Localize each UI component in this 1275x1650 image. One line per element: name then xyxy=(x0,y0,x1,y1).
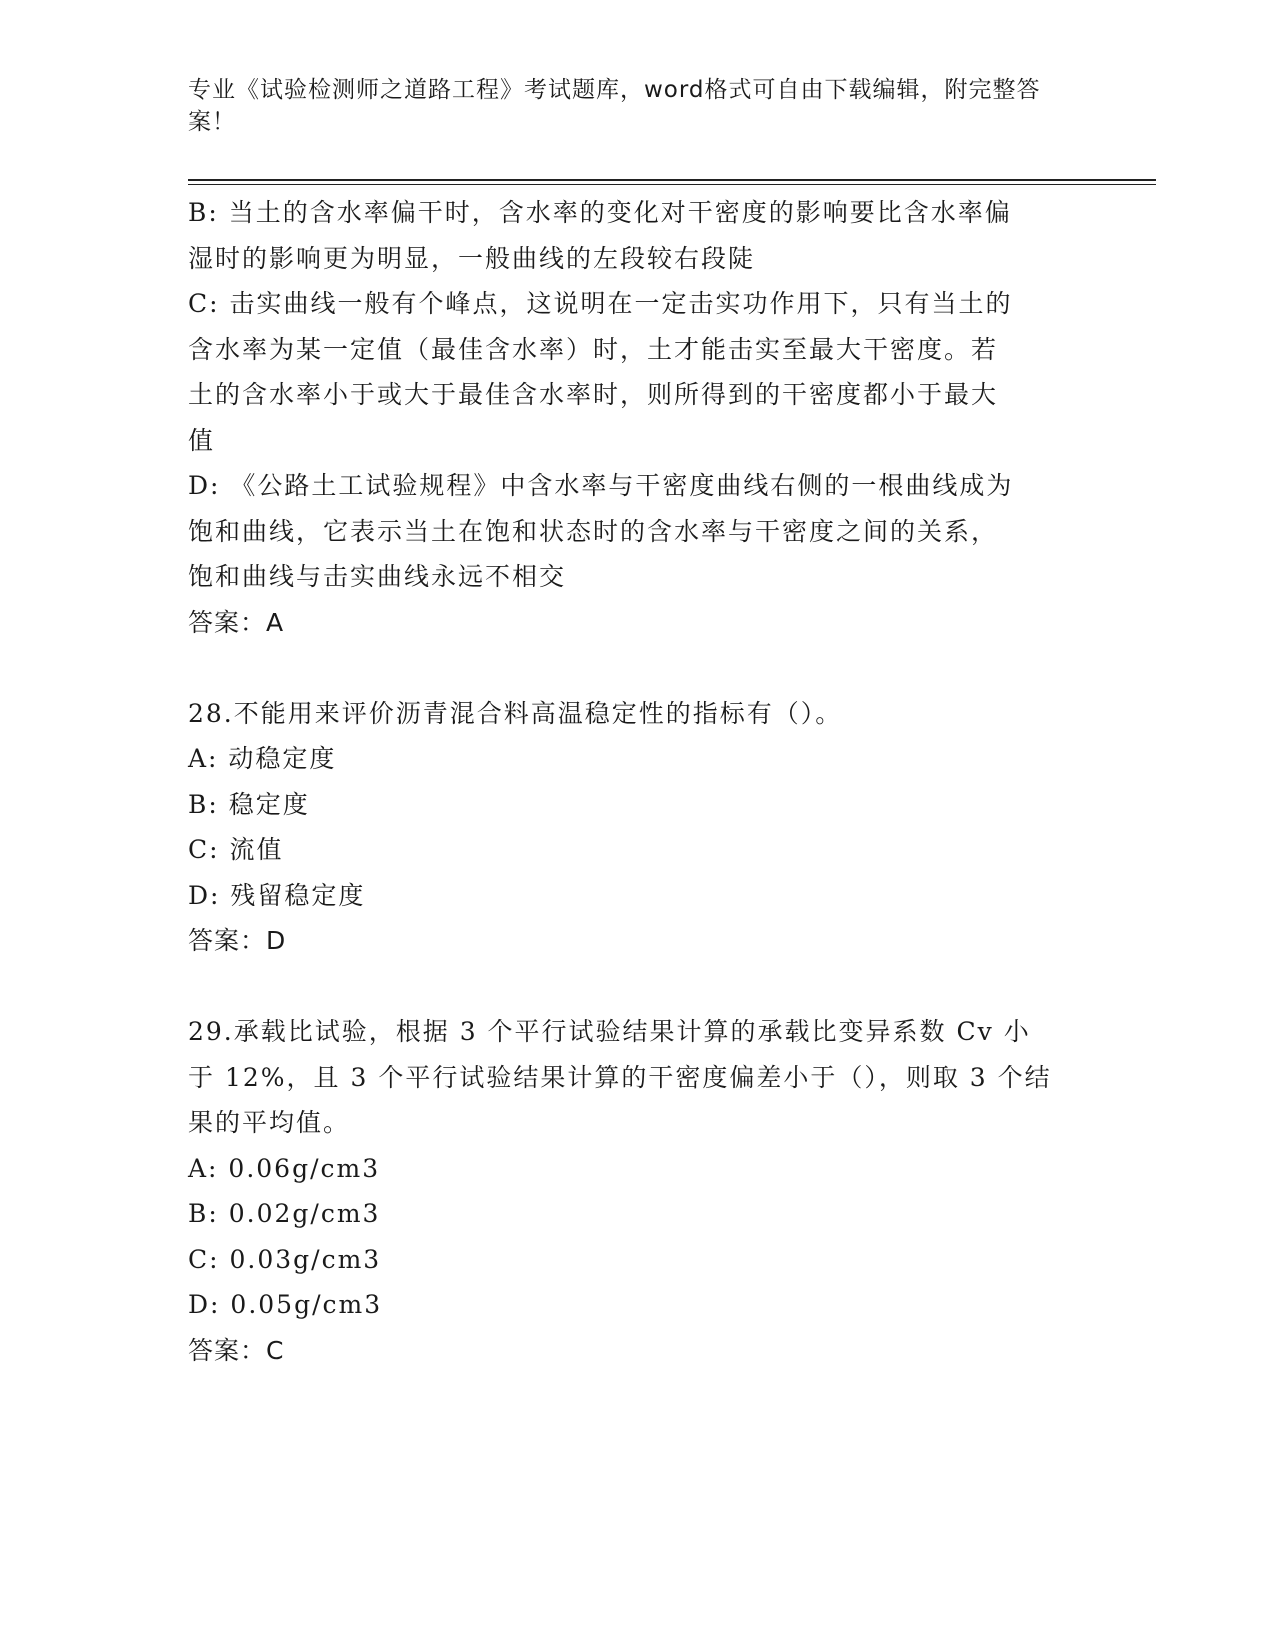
question-29-line-1: 29.承载比试验，根据 3 个平行试验结果计算的承载比变异系数 Cv 小 xyxy=(188,1017,1031,1046)
option-a: A: 动稳定度 xyxy=(188,744,337,773)
option-c-line-3: 土的含水率小于或大于最佳含水率时，则所得到的干密度都小于最大 xyxy=(188,380,999,409)
answer-29: 答案：C xyxy=(188,1335,285,1365)
question-28 xyxy=(188,691,1088,964)
question-gap xyxy=(188,964,1088,1010)
question-29 xyxy=(188,1009,1088,1373)
question-29-line-3: 果的平均值。 xyxy=(188,1108,351,1137)
option-c-line-1: C: 击实曲线一般有个峰点，这说明在一定击实功作用下，只有当土的 xyxy=(188,289,1013,318)
question-27 xyxy=(188,190,1088,645)
option-d: D: 0.05g/cm3 xyxy=(188,1290,383,1319)
option-b-line-1: B: 当土的含水率偏干时，含水率的变化对干密度的影响要比含水率偏 xyxy=(188,198,1012,227)
header-divider xyxy=(188,179,1156,181)
option-c: C: 0.03g/cm3 xyxy=(188,1244,382,1274)
question-29-line-2: 于 12%，且 3 个平行试验结果计算的干密度偏差小于（），则取 3 个结 xyxy=(188,1062,1052,1092)
answer-27: 答案：A xyxy=(188,607,285,637)
option-c-line-4: 值 xyxy=(188,425,216,455)
option-b: B: 稳定度 xyxy=(188,789,310,819)
option-c: C: 流值 xyxy=(188,835,284,864)
header-divider-thin xyxy=(188,184,1156,185)
question-gap xyxy=(188,645,1088,691)
option-b: B: 0.02g/cm3 xyxy=(188,1199,381,1228)
option-a: A: 0.06g/cm3 xyxy=(188,1153,381,1183)
option-b-line-2: 湿时的影响更为明显，一般曲线的左段较右段陡 xyxy=(188,243,756,273)
document-header: 专业《试验检测师之道路工程》考试题库，word格式可自由下载编辑，附完整答案！ xyxy=(188,77,1041,135)
option-d: D: 残留稳定度 xyxy=(188,880,366,910)
question-content xyxy=(188,190,1088,1373)
option-d-line-1: D: 《公路土工试验规程》中含水率与干密度曲线右侧的一根曲线成为 xyxy=(188,471,1014,500)
question-28-text: 28.不能用来评价沥青混合料高温稳定性的指标有（）。 xyxy=(188,698,843,728)
option-d-line-3: 饱和曲线与击实曲线永远不相交 xyxy=(188,562,567,591)
option-d-line-2: 饱和曲线，它表示当土在饱和状态时的含水率与干密度之间的关系， xyxy=(188,516,999,546)
option-c-line-2: 含水率为某一定值（最佳含水率）时，土才能击实至最大干密度。若 xyxy=(188,334,999,364)
answer-28: 答案：D xyxy=(188,926,287,955)
